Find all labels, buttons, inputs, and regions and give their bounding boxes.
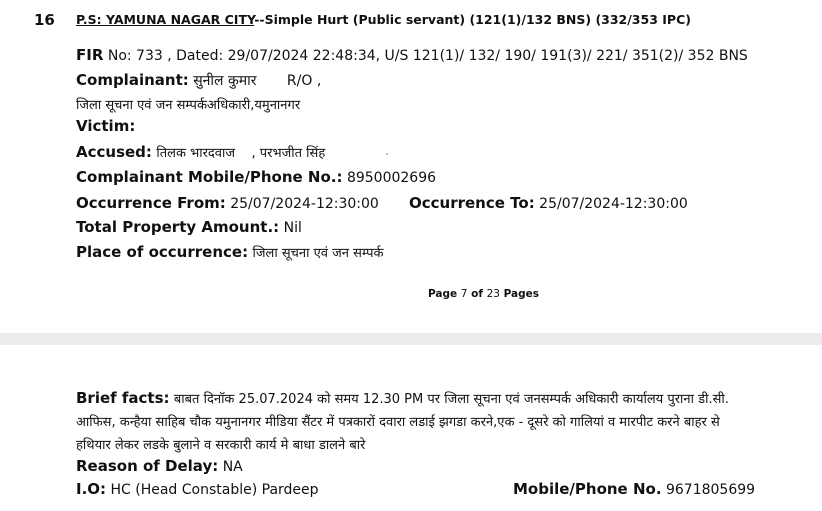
complainant-designation-row (76, 95, 300, 113)
property-row (76, 218, 302, 236)
police-station: P.S: YAMUNA NAGAR CITY (76, 12, 255, 27)
complainant-label: Complainant: (76, 71, 189, 89)
accused-name-1: तिलक भारदवाज (156, 146, 236, 161)
occurrence-to-row (409, 194, 688, 212)
io-label: I.O: (76, 480, 107, 498)
mobile-label: Complainant Mobile/Phone No.: (76, 168, 343, 186)
property-value: Nil (283, 220, 302, 236)
io-phone-label: Mobile/Phone No. (513, 480, 662, 498)
accused-name-2: , परभजीत सिंह (251, 146, 326, 161)
fir-row (76, 46, 748, 64)
page-current: 7 (460, 288, 468, 300)
brief-facts (76, 387, 756, 457)
fir-details: No: 733 , Dated: 29/07/2024 22:48:34, U/S 121(1)/ 132/ 190/ 191(3)/ 221/ 351(2)/ 352 BNS (107, 48, 748, 64)
accused-label: Accused: (76, 143, 152, 161)
io-row (76, 480, 319, 498)
mobile-value: 8950002696 (346, 170, 437, 186)
occurrence-from-label: Occurrence From: (76, 194, 226, 212)
complainant-name: सुनील कुमार (193, 73, 257, 89)
case-title: --Simple Hurt (Public servant) (121(1)/132 BNS) (332/353 IPC) (254, 12, 691, 27)
delay-label: Reason of Delay: (76, 457, 219, 475)
property-label: Total Property Amount.: (76, 218, 280, 236)
page-word: Page (428, 288, 458, 300)
io-phone-value: 9671805699 (665, 482, 756, 498)
entry-serial: 16 (34, 11, 55, 29)
complainant-designation: जिला सूचना एवं जन सम्पर्कअधिकारी,यमुनानगर (76, 98, 301, 113)
place-value: जिला सूचना एवं जन सम्पर्क (252, 246, 384, 261)
place-row (76, 243, 383, 261)
occurrence-from-row (76, 194, 379, 212)
io-phone-row (513, 480, 755, 498)
page-of: of (471, 288, 483, 300)
delay-row (76, 457, 243, 475)
delay-value: NA (222, 459, 243, 475)
victim-label: Victim: (76, 117, 136, 135)
brief-text: बाबत दिनॉक 25.07.2024 को समय 12.30 PM पर जिला सूचना एवं जनसम्पर्क अधिकारी कार्यालय पुराना डी.सी. आफिस, कन्हैया साहिब चौक यमुनानगर मीडिया सैंटर में पत्रकारों दवारा लडाई झगडा करने,एक - दूसरे को गालियां व मारपीट करने बाहर से हथियार लेकर लडके बुलाने व सरकारी कार्य मे बाधा डालने बारे (76, 392, 729, 453)
place-label: Place of occurrence: (76, 243, 249, 261)
complainant-residence: R/O , (286, 73, 322, 89)
accused-row (76, 143, 389, 161)
page-indicator (428, 288, 539, 300)
page-separator (0, 333, 822, 345)
occurrence-to-value: 25/07/2024-12:30:00 (539, 196, 688, 212)
complainant-row (76, 71, 321, 90)
victim-row (76, 117, 135, 135)
occurrence-to-label: Occurrence To: (409, 194, 535, 212)
case-header (76, 12, 691, 27)
page-total: 23 (486, 288, 500, 300)
occurrence-from-value: 25/07/2024-12:30:00 (230, 196, 379, 212)
fir-label: FIR (76, 46, 104, 64)
io-value: HC (Head Constable) Pardeep (110, 482, 319, 498)
pages-word: Pages (503, 288, 540, 300)
stray-dot: · (385, 150, 389, 160)
brief-label: Brief facts: (76, 389, 170, 407)
mobile-row (76, 168, 436, 186)
